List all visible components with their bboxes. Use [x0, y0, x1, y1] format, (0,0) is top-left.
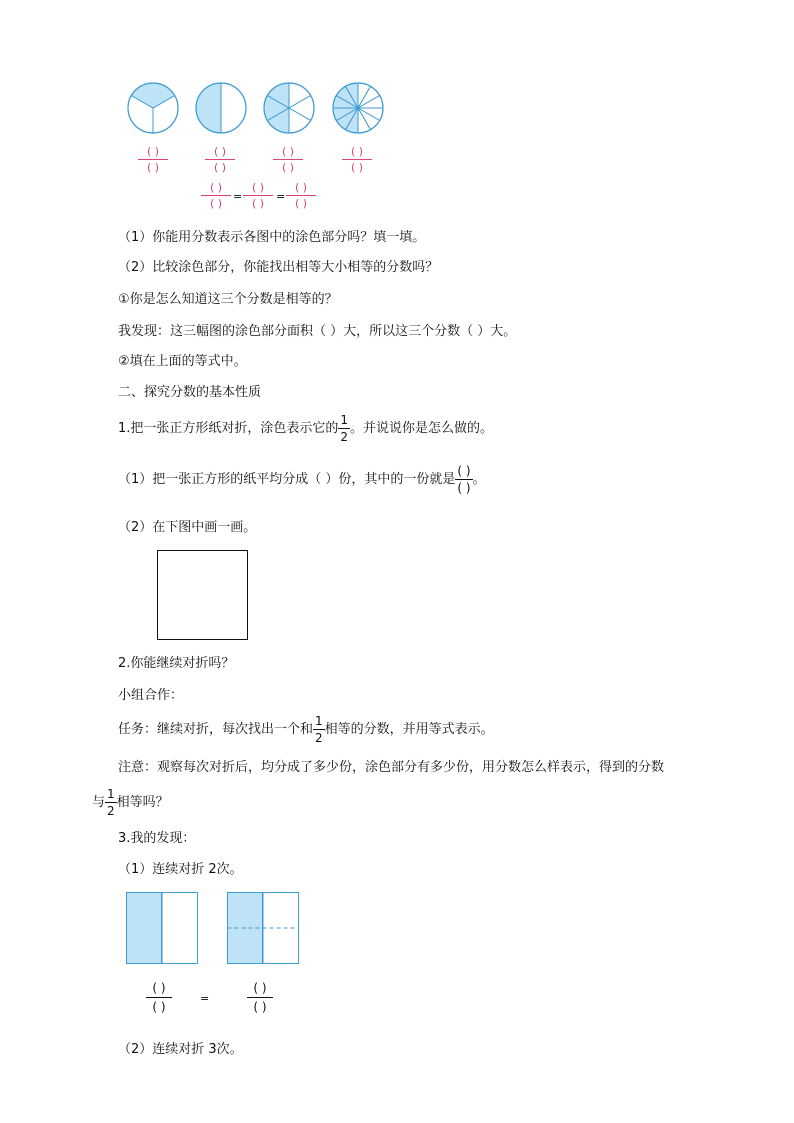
- fraction-circle-1: [128, 83, 178, 133]
- equation-fraction-1: ( ) ( ): [201, 182, 231, 209]
- equals-sign-2: =: [276, 190, 286, 203]
- question-2: （2）比较涂色部分，你能找出相等大小相等的分数吗？: [118, 260, 439, 275]
- note-line: 注意：观察每次对折后，均分成了多少份，涂色部分有多少份，用分数怎么样表示，得到的分数: [118, 760, 665, 775]
- note-line-2: 与 $\frac{1}{2}$ 相等吗？: [92, 787, 169, 818]
- step-2: 2.你能继续对折吗？: [118, 656, 235, 671]
- fold-rectangle-2: [227, 892, 299, 964]
- fill-equation: ②填在上面的等式中。: [118, 354, 247, 369]
- equals-sign-1: =: [233, 190, 243, 203]
- fraction-circles: [120, 76, 400, 142]
- pie-fraction-1: ( ) ( ): [138, 146, 168, 173]
- fold-fraction-1: ( ) ( ): [146, 982, 172, 1013]
- pie-fraction-2: ( ) ( ): [205, 146, 235, 173]
- equation-fraction-3: ( ) ( ): [286, 182, 316, 209]
- circle-sector: [221, 83, 246, 133]
- task-line: 任务：继续对折，每次找出一个和 $\frac{1}{2}$ 相等的分数，并用等式表示。: [118, 714, 494, 745]
- half-fraction: $\frac{1}{2}$: [340, 413, 349, 444]
- blank-fraction: $\frac{( )}{( )}$: [457, 464, 471, 495]
- fraction-circle-4: [333, 83, 383, 133]
- half-fraction: $\frac{1}{2}$: [107, 787, 115, 818]
- question-1: （1）你能用分数表示各图中的涂色部分吗？填一填。: [118, 230, 426, 245]
- discovery-line: 我发现：这三幅图的涂色部分面积（ ）大，所以这三个分数（ ）大。: [118, 324, 517, 339]
- step-3-1: （1）连续对折 2次。: [118, 862, 243, 877]
- step-1: 1.把一张正方形纸对折，涂色表示它的 $\frac{1}{2}$ 。并说说你是怎么做的。: [118, 413, 494, 444]
- circle-sector: [196, 83, 221, 133]
- pie-fraction-3: ( ) ( ): [273, 146, 303, 173]
- fold-rectangle-1: [126, 892, 198, 964]
- fraction-circle-3: [264, 83, 314, 133]
- fold-fraction-2: ( ) ( ): [247, 982, 273, 1013]
- step-1-1: （1）把一张正方形的纸平均分成（ ）份，其中的一份就是 $\frac{( )}{( )}$ 。: [118, 464, 486, 495]
- drawing-square[interactable]: [157, 550, 248, 640]
- question-2a: ①你是怎么知道这三个分数是相等的？: [118, 292, 338, 307]
- section-2-heading: 二、探究分数的基本性质: [118, 385, 262, 400]
- half-fraction: $\frac{1}{2}$: [315, 714, 323, 745]
- fraction-circle-2: [196, 83, 246, 133]
- step-1-2: （2）在下图中画一画。: [118, 520, 257, 535]
- step-3-2: （2）连续对折 3次。: [118, 1042, 243, 1057]
- step-3: 3.我的发现：: [118, 831, 196, 846]
- equation-fraction-2: ( ) ( ): [243, 182, 273, 209]
- pie-fraction-4: ( ) ( ): [342, 146, 372, 173]
- fold-equals-sign: =: [200, 992, 210, 1005]
- group-work: 小组合作：: [118, 688, 184, 703]
